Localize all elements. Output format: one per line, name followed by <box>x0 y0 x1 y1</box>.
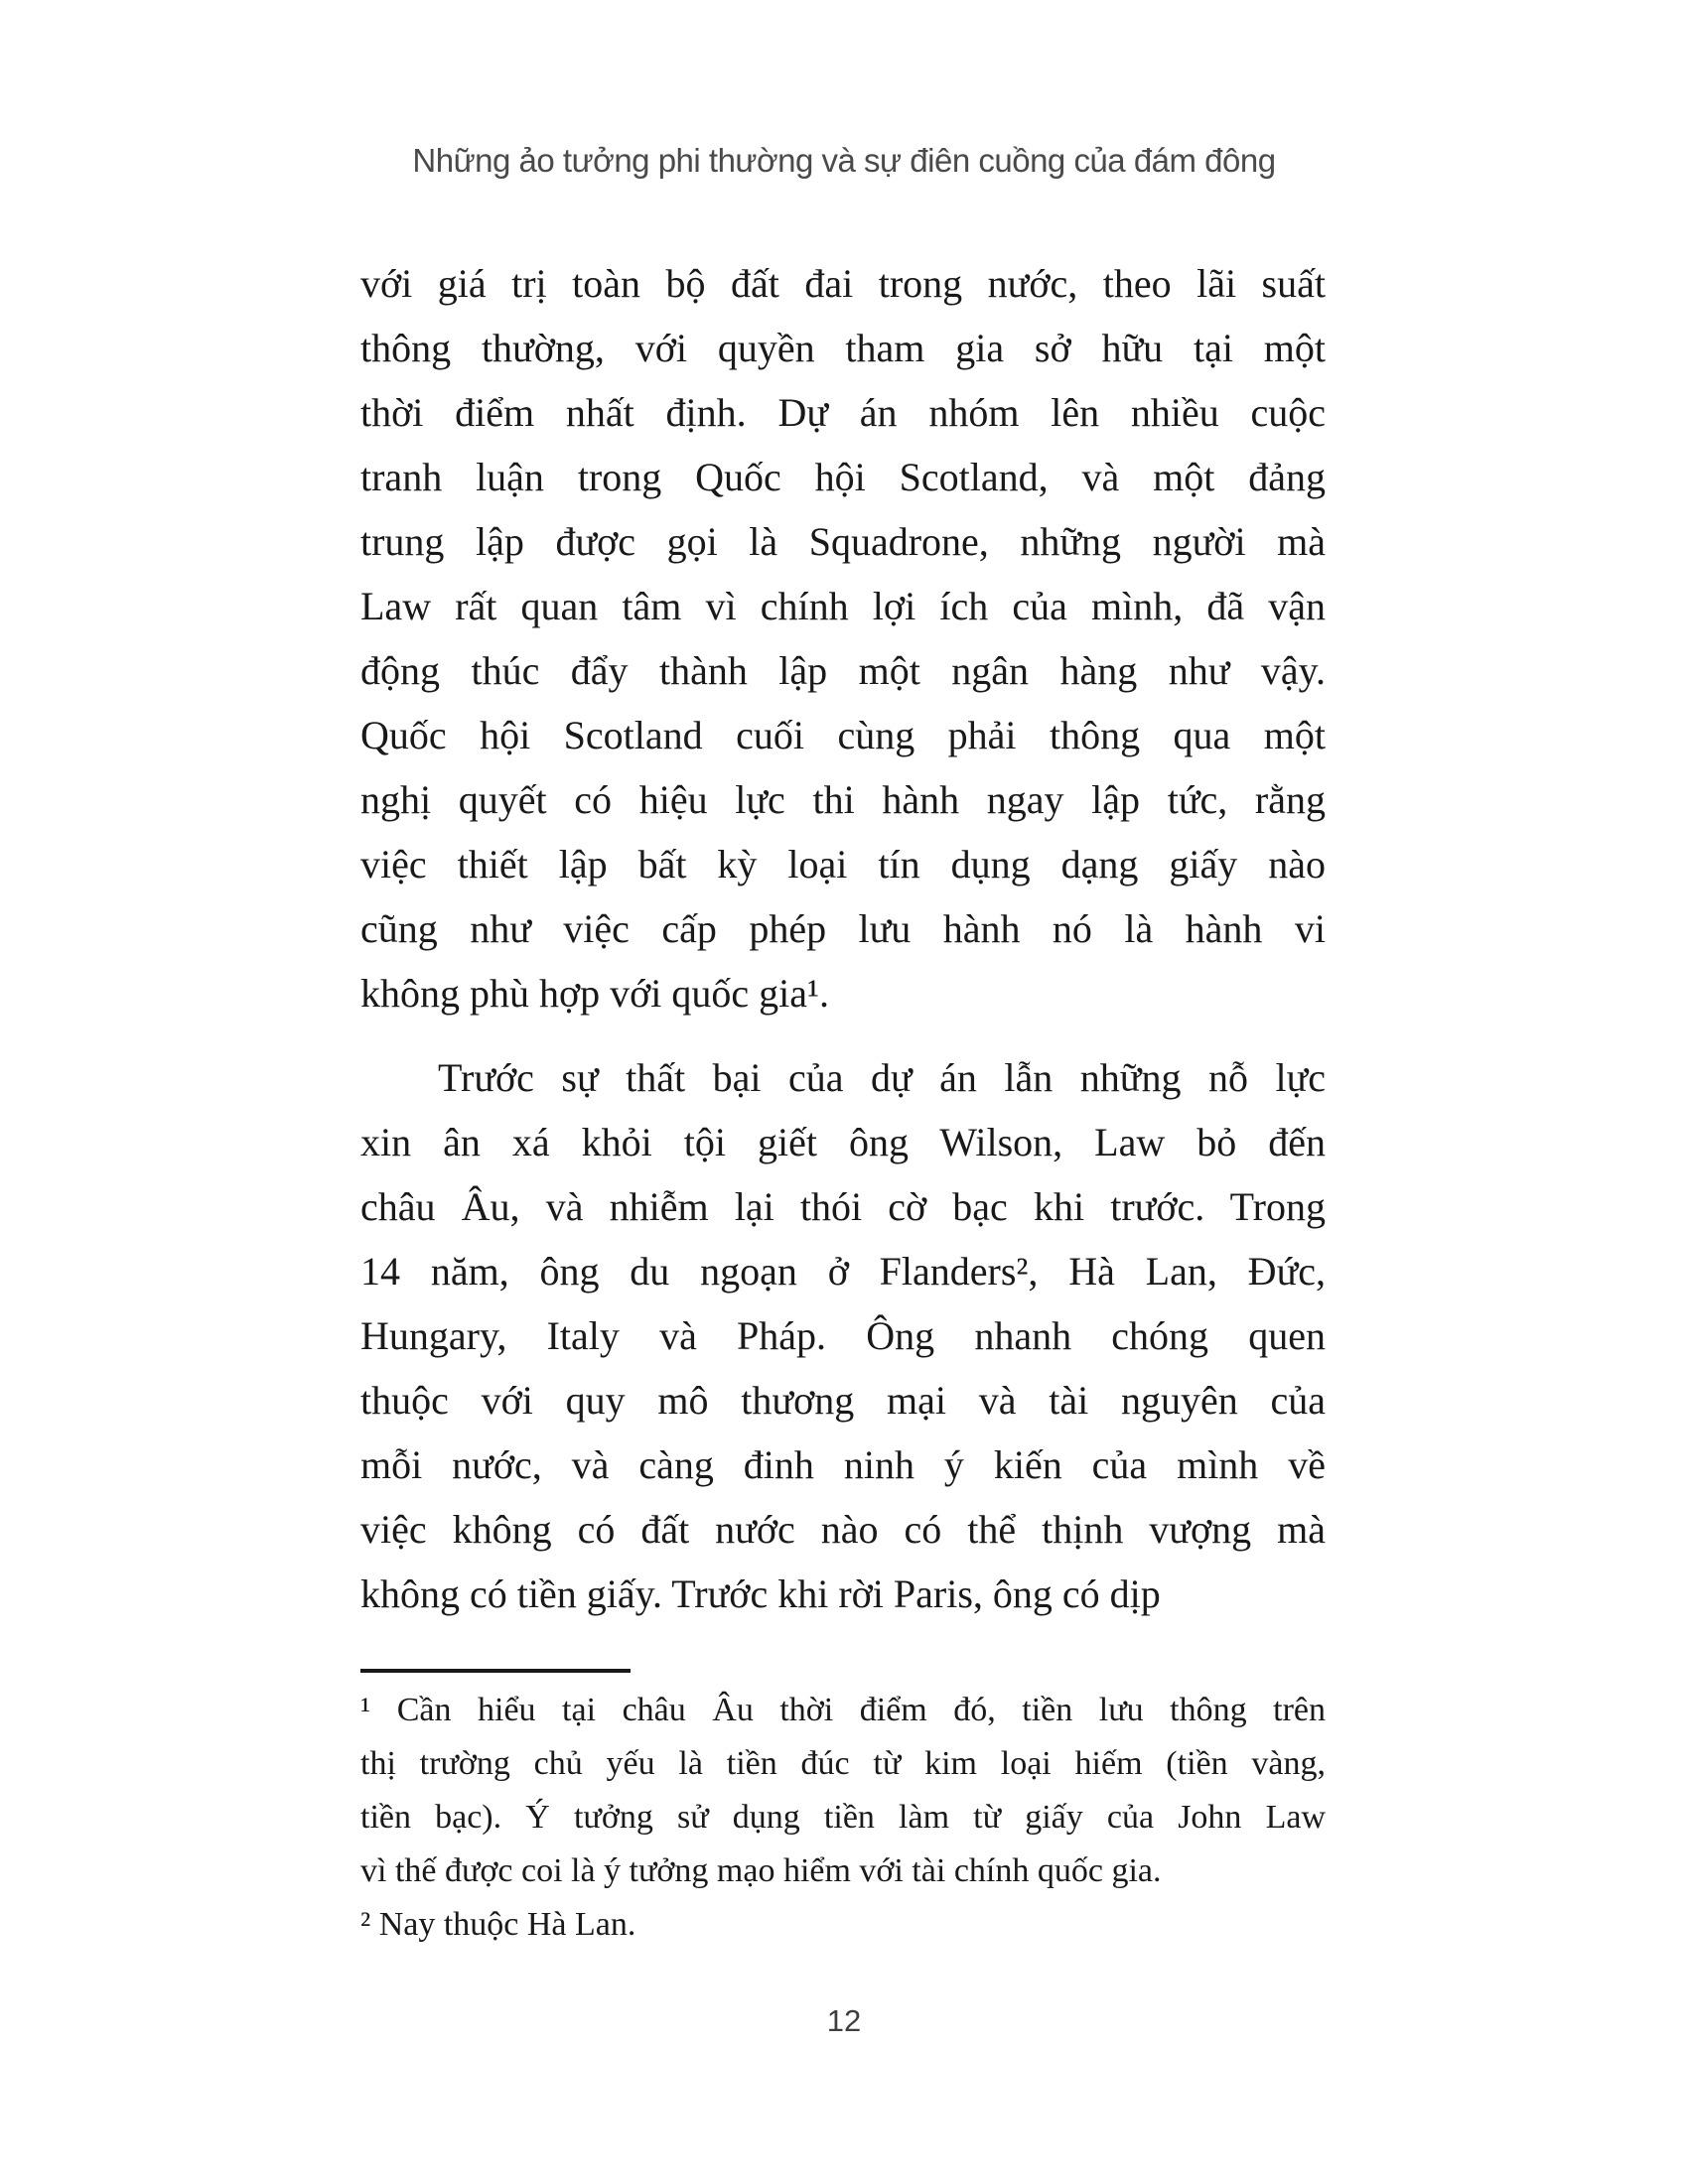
text-line: Quốc hội Scotland cuối cùng phải thông qua một <box>360 713 1326 757</box>
text-line: không phù hợp với quốc gia¹. <box>360 971 830 1016</box>
running-header: Những ảo tưởng phi thường và sự điên cuồng của đám đông <box>412 142 1276 179</box>
footnote-line: ² Nay thuộc Hà Lan. <box>360 1906 636 1943</box>
text-line: thời điểm nhất định. Dự án nhóm lên nhiều cuộc <box>360 390 1326 435</box>
body-text <box>360 251 1326 1626</box>
text-line: Law rất quan tâm vì chính lợi ích của mình, đã vận <box>360 584 1326 628</box>
text-line: động thúc đẩy thành lập một ngân hàng như vậy. <box>360 648 1326 693</box>
text-line: việc thiết lập bất kỳ loại tín dụng dạng giấy nào <box>360 842 1326 887</box>
text-line: châu Âu, và nhiễm lại thói cờ bạc khi trước. Trong <box>360 1184 1326 1229</box>
footnote-separator <box>360 1669 631 1673</box>
text-line: mỗi nước, và càng đinh ninh ý kiến của mình về <box>360 1442 1326 1487</box>
text-line: tranh luận trong Quốc hội Scotland, và một đảng <box>360 455 1326 499</box>
text-line: Trước sự thất bại của dự án lẫn những nỗ lực <box>438 1055 1326 1100</box>
page-number: 12 <box>826 2003 862 2038</box>
text-line: không có tiền giấy. Trước khi rời Paris, ông có dịp <box>360 1571 1161 1616</box>
footnote-2 <box>360 1898 1326 1952</box>
footnotes-section <box>360 1684 1326 1952</box>
text-line: trung lập được gọi là Squadrone, những người mà <box>360 519 1326 564</box>
text-line: 14 năm, ông du ngoạn ở Flanders², Hà Lan, Đức, <box>360 1249 1326 1294</box>
footnote-1 <box>360 1684 1326 1898</box>
text-line: cũng như việc cấp phép lưu hành nó là hành vi <box>360 906 1326 951</box>
text-line: Hungary, Italy và Pháp. Ông nhanh chóng quen <box>360 1313 1326 1358</box>
footnote-line: thị trường chủ yếu là tiền đúc từ kim loại hiếm (tiền vàng, <box>360 1745 1326 1782</box>
text-line: thông thường, với quyền tham gia sở hữu tại một <box>360 326 1326 370</box>
footnote-line: tiền bạc). Ý tưởng sử dụng tiền làm từ giấy của John Law <box>360 1799 1326 1836</box>
footnote-line: vì thế được coi là ý tưởng mạo hiểm với tài chính quốc gia. <box>360 1852 1162 1889</box>
text-line: thuộc với quy mô thương mại và tài nguyên của <box>360 1378 1326 1423</box>
paragraph-2 <box>360 1045 1326 1626</box>
paragraph-1 <box>360 251 1326 1025</box>
footnote-line: ¹ Cần hiểu tại châu Âu thời điểm đó, tiền lưu thông trên <box>360 1692 1326 1728</box>
text-line: xin ân xá khỏi tội giết ông Wilson, Law bỏ đến <box>360 1120 1326 1164</box>
text-line: với giá trị toàn bộ đất đai trong nước, theo lãi suất <box>360 261 1326 306</box>
text-line: nghị quyết có hiệu lực thi hành ngay lập tức, rằng <box>360 777 1326 822</box>
text-line: việc không có đất nước nào có thể thịnh vượng mà <box>360 1507 1326 1552</box>
